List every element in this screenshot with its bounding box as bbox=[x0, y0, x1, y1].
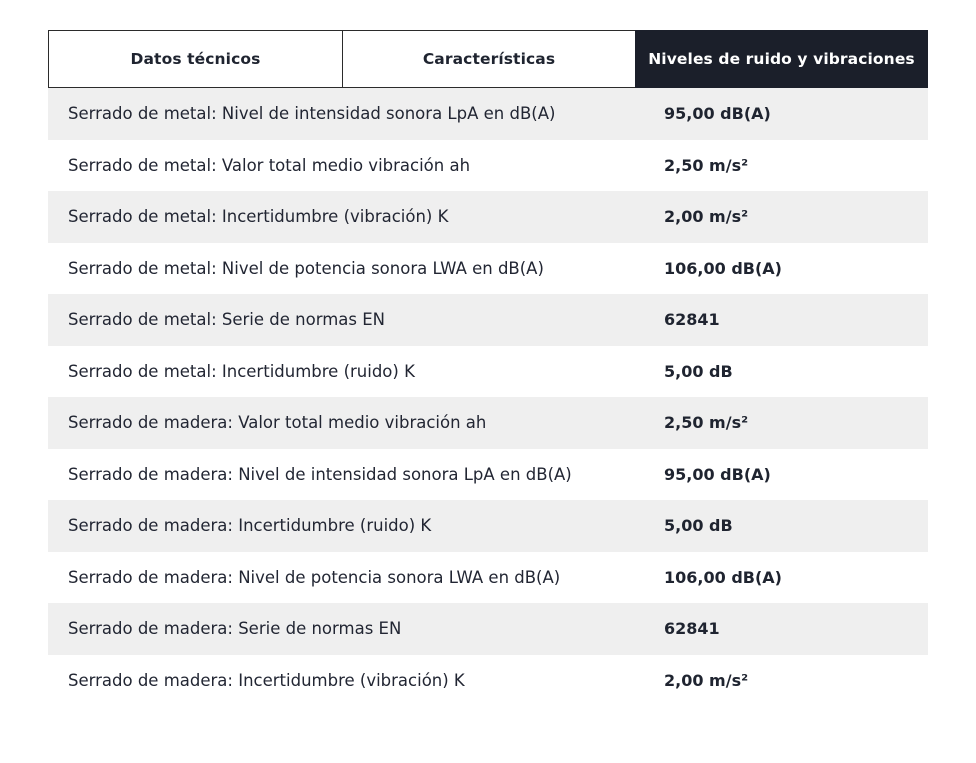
row-label: Serrado de metal: Incertidumbre (vibración) K bbox=[68, 207, 449, 227]
row-value: 106,00 dB(A) bbox=[664, 567, 782, 587]
row-value: 62841 bbox=[664, 619, 720, 639]
row-label: Serrado de madera: Incertidumbre (vibración) K bbox=[68, 670, 465, 690]
table-row bbox=[48, 449, 928, 501]
table-row bbox=[48, 243, 928, 295]
table-row bbox=[48, 346, 928, 398]
row-label: Serrado de metal: Serie de normas EN bbox=[68, 310, 385, 330]
row-value: 95,00 dB(A) bbox=[664, 104, 771, 124]
row-value: 5,00 dB bbox=[664, 516, 733, 536]
table-row bbox=[48, 552, 928, 604]
row-label: Serrado de madera: Serie de normas EN bbox=[68, 619, 402, 639]
row-label: Serrado de metal: Nivel de intensidad sonora LpA en dB(A) bbox=[68, 104, 556, 124]
row-label: Serrado de madera: Nivel de intensidad sonora LpA en dB(A) bbox=[68, 464, 572, 484]
tab-bar bbox=[48, 30, 928, 88]
table-row bbox=[48, 397, 928, 449]
table-row bbox=[48, 88, 928, 140]
tab-caracteristicas[interactable]: Características bbox=[342, 30, 635, 88]
row-label: Serrado de madera: Valor total medio vibración ah bbox=[68, 413, 487, 433]
row-value: 62841 bbox=[664, 310, 720, 330]
row-value: 95,00 dB(A) bbox=[664, 464, 771, 484]
row-label: Serrado de metal: Incertidumbre (ruido) K bbox=[68, 361, 415, 381]
row-label: Serrado de metal: Valor total medio vibración ah bbox=[68, 155, 471, 175]
tab-niveles-ruido-vibraciones[interactable]: Niveles de ruido y vibraciones bbox=[635, 30, 928, 88]
row-label: Serrado de metal: Nivel de potencia sonora LWA en dB(A) bbox=[68, 258, 544, 278]
row-value: 2,50 m/s² bbox=[664, 413, 749, 433]
row-value: 2,50 m/s² bbox=[664, 155, 749, 175]
table-row bbox=[48, 294, 928, 346]
row-value: 2,00 m/s² bbox=[664, 207, 749, 227]
table-row bbox=[48, 191, 928, 243]
row-label: Serrado de madera: Incertidumbre (ruido) K bbox=[68, 516, 432, 536]
table-row bbox=[48, 603, 928, 655]
row-value: 2,00 m/s² bbox=[664, 670, 749, 690]
table-row bbox=[48, 500, 928, 552]
row-label: Serrado de madera: Nivel de potencia sonora LWA en dB(A) bbox=[68, 567, 561, 587]
row-value: 106,00 dB(A) bbox=[664, 258, 782, 278]
tab-datos-tecnicos[interactable]: Datos técnicos bbox=[48, 30, 342, 88]
table-row bbox=[48, 140, 928, 192]
table-row bbox=[48, 655, 928, 707]
specs-table bbox=[48, 88, 928, 706]
specs-panel bbox=[48, 30, 928, 706]
row-value: 5,00 dB bbox=[664, 361, 733, 381]
